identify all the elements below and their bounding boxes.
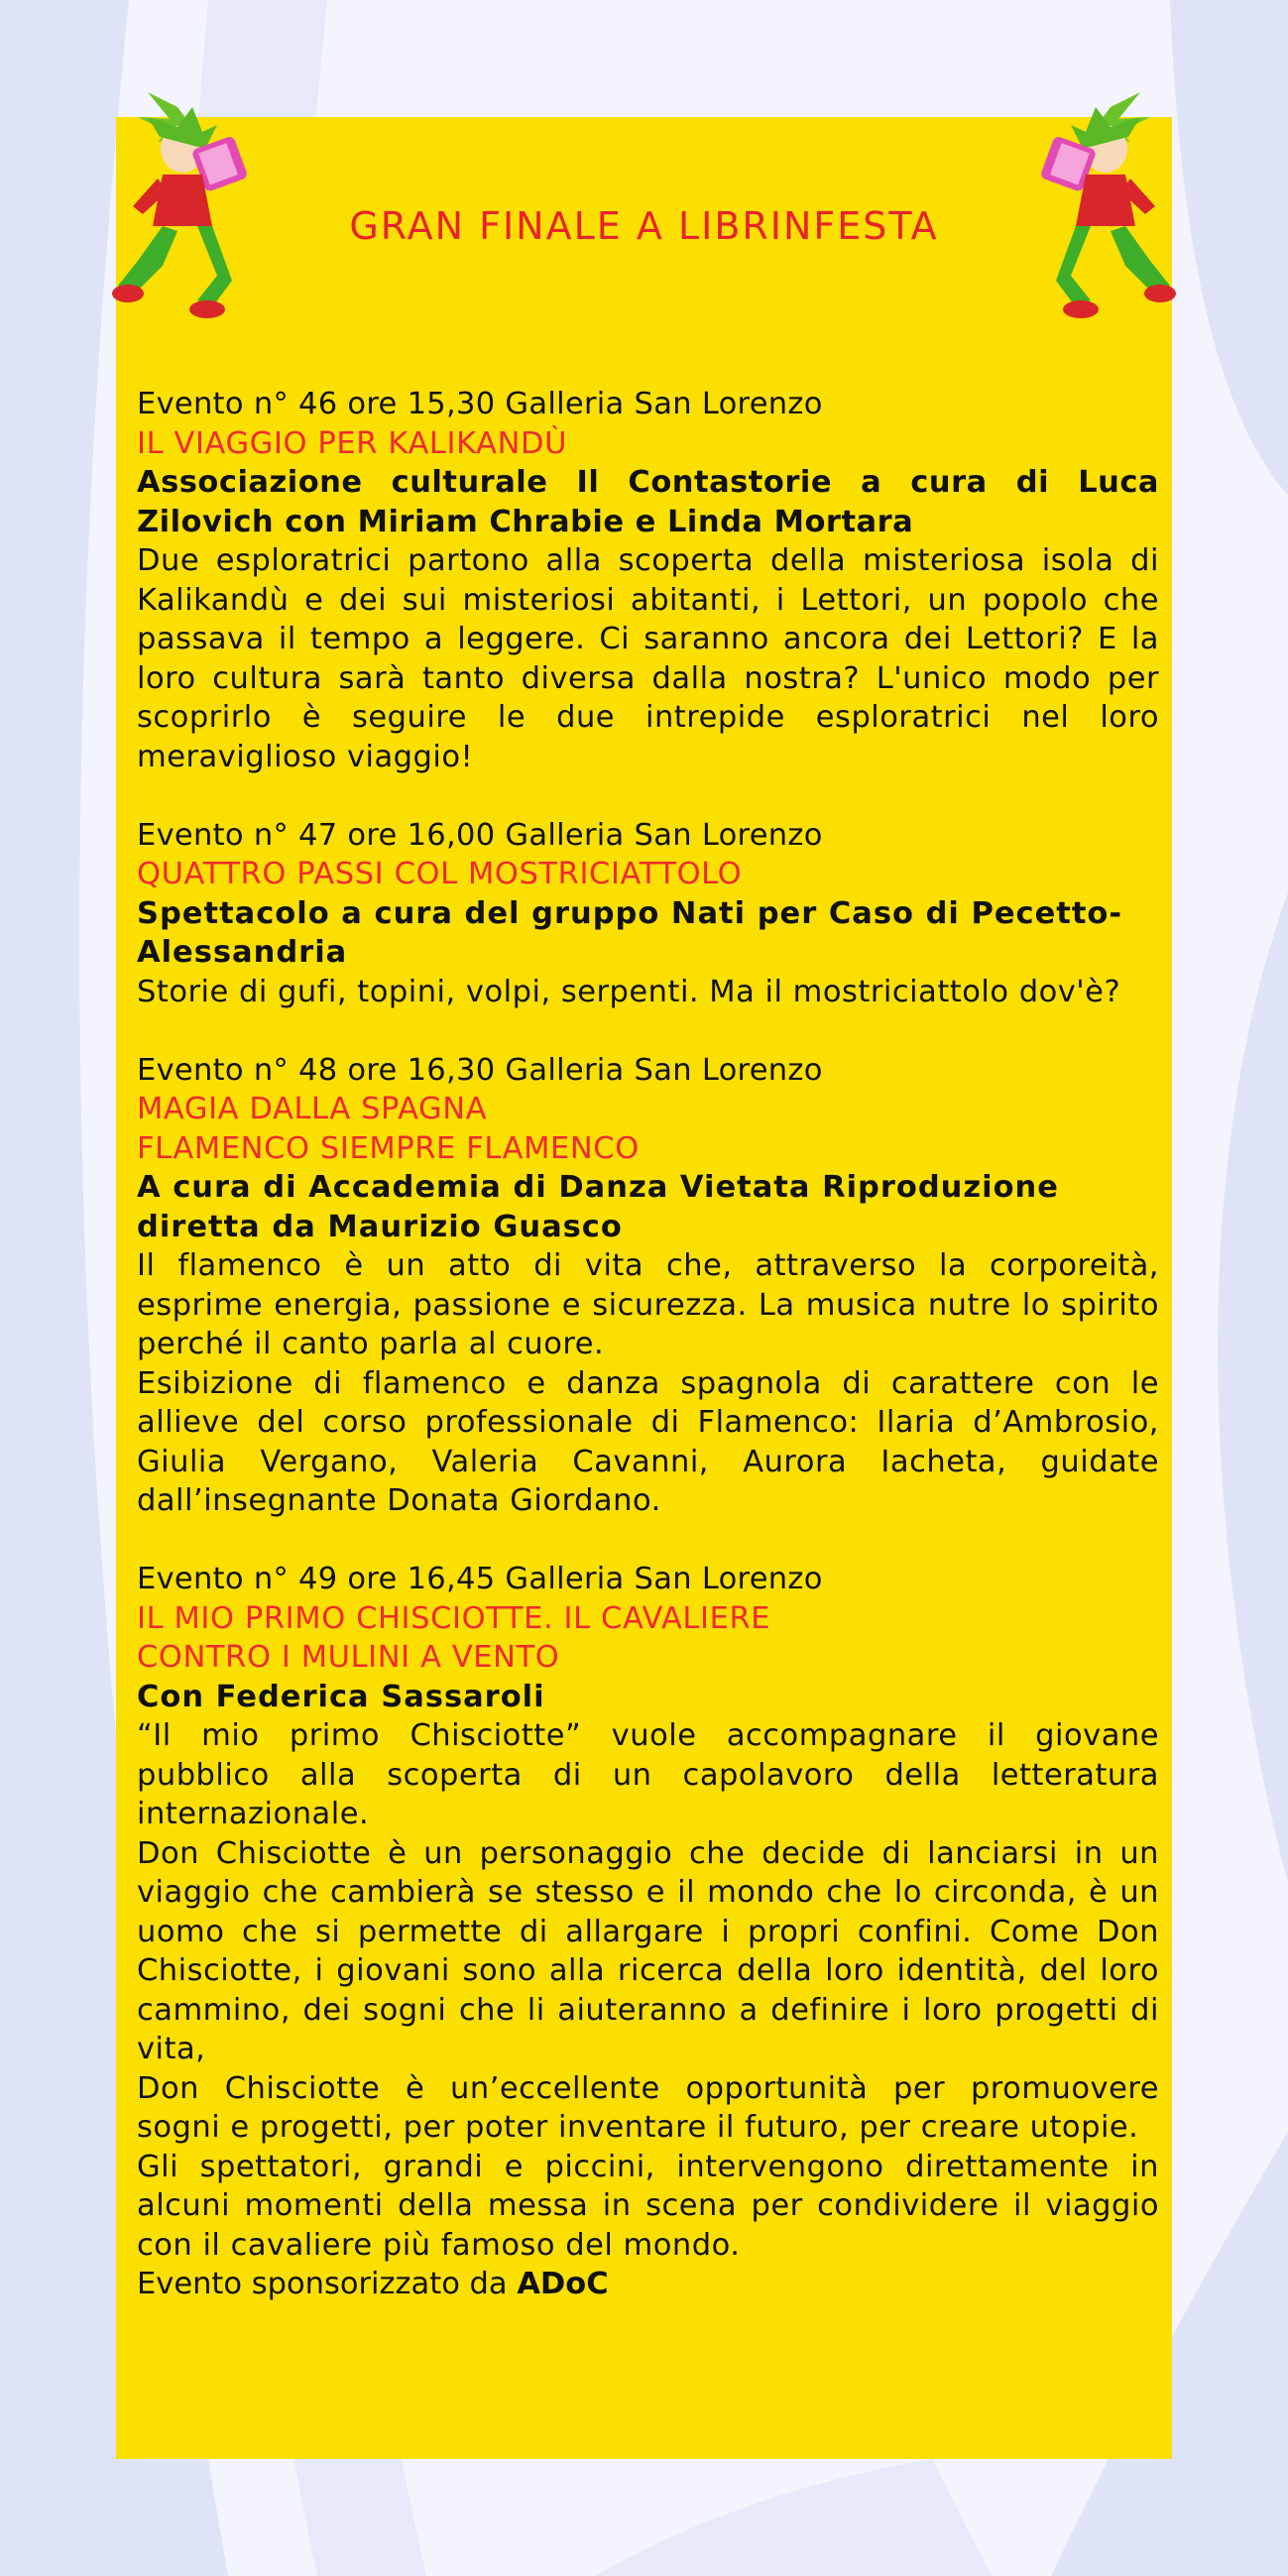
event-description: Il flamenco è un atto di vita che, attraverso la corporeità, esprime energia, passione e sicurezza. La musica nutre lo spirito perché il canto parla al cuore. <box>137 1248 1159 1361</box>
event-description: Don Chisciotte è un personaggio che decide di lanciarsi in un viaggio che cambierà se stesso e il mondo che lo circonda, è un uomo che si permette di allargare i propri confini. Come Don Chisciotte, i giovani sono alla ricerca della loro identità, del loro cammino, dei sogni che li aiuteranno a definire i loro progetti di vita, <box>137 1835 1159 2066</box>
event-organizer: Con Federica Sassaroli <box>137 1679 545 1714</box>
event-header: Evento n° 48 ore 16,30 Galleria San Lorenzo <box>137 1052 823 1088</box>
event-description: Esibizione di flamenco e danza spagnola di carattere con le allieve del corso professionale di Flamenco: Ilaria d’Ambrosio, Giulia Vergano, Valeria Cavanni, Aurora Iacheta, guidate dall’insegnante Donata Giordano. <box>137 1365 1159 1518</box>
event-title: QUATTRO PASSI COL MOSTRICIATTOLO <box>137 857 743 891</box>
sponsor-name: ADoC <box>517 2267 609 2301</box>
event-title: IL MIO PRIMO CHISCIOTTE. IL CAVALIERE <box>137 1600 771 1636</box>
event-description: Don Chisciotte è un’eccellente opportunità per promuovere sogni e progetti, per poter inventare il futuro, per creare utopie. <box>137 2070 1159 2145</box>
event-sponsor <box>137 2265 1159 2304</box>
event-header: Evento n° 49 ore 16,45 Galleria San Lorenzo <box>137 1562 823 1596</box>
event-title: IL VIAGGIO PER KALIKANDÙ <box>137 425 568 461</box>
event-description: Gli spettatori, grandi e piccini, intervengono direttamente in alcuni momenti della messa in scena per condividere il viaggio con il cavaliere più famoso del mondo. <box>137 2149 1159 2263</box>
event-49 <box>137 1560 1159 2304</box>
event-header: Evento n° 46 ore 15,30 Galleria San Lorenzo <box>137 387 823 421</box>
event-header: Evento n° 47 ore 16,00 Galleria San Lorenzo <box>137 817 823 853</box>
event-title: MAGIA DALLA SPAGNA <box>137 1092 488 1126</box>
event-46 <box>137 385 1159 776</box>
event-47 <box>137 816 1159 1012</box>
events-list <box>137 385 1159 2343</box>
event-panel <box>116 117 1172 2459</box>
event-organizer: Spettacolo a cura del gruppo Nati per Caso di Pecetto-Alessandria <box>137 895 1123 970</box>
event-organizer: A cura di Accademia di Danza Vietata Riproduzione diretta da Maurizio Guasco <box>137 1170 1059 1244</box>
event-subtitle: CONTRO I MULINI A VENTO <box>137 1640 560 1675</box>
event-description: Due esploratrici partono alla scoperta della misteriosa isola di Kalikandù e dei sui misteriosi abitanti, i Lettori, un popolo che passava il tempo a leggere. Ci saranno ancora dei Lettori? E la loro cultura sarà tanto diversa dalla nostra? L'unico modo per scoprirlo è seguire le due intrepide esploratrici nel loro meraviglioso viaggio! <box>137 543 1159 774</box>
page-title: GRAN FINALE A LIBRINFESTA <box>349 204 939 248</box>
event-description: “Il mio primo Chisciotte” vuole accompagnare il giovane pubblico alla scoperta di un capolavoro della letteratura internazionale. <box>137 1718 1159 1831</box>
event-organizer: Associazione culturale Il Contastorie a cura di Luca Zilovich con Miriam Chrabie e Linda Mortara <box>137 465 1159 539</box>
event-description: Storie di gufi, topini, volpi, serpenti. Ma il mostriciattolo dov'è? <box>137 974 1121 1009</box>
event-subtitle: FLAMENCO SIEMPRE FLAMENCO <box>137 1130 640 1166</box>
sponsor-prefix: Evento sponsorizzato da <box>137 2267 518 2301</box>
event-48 <box>137 1051 1159 1521</box>
